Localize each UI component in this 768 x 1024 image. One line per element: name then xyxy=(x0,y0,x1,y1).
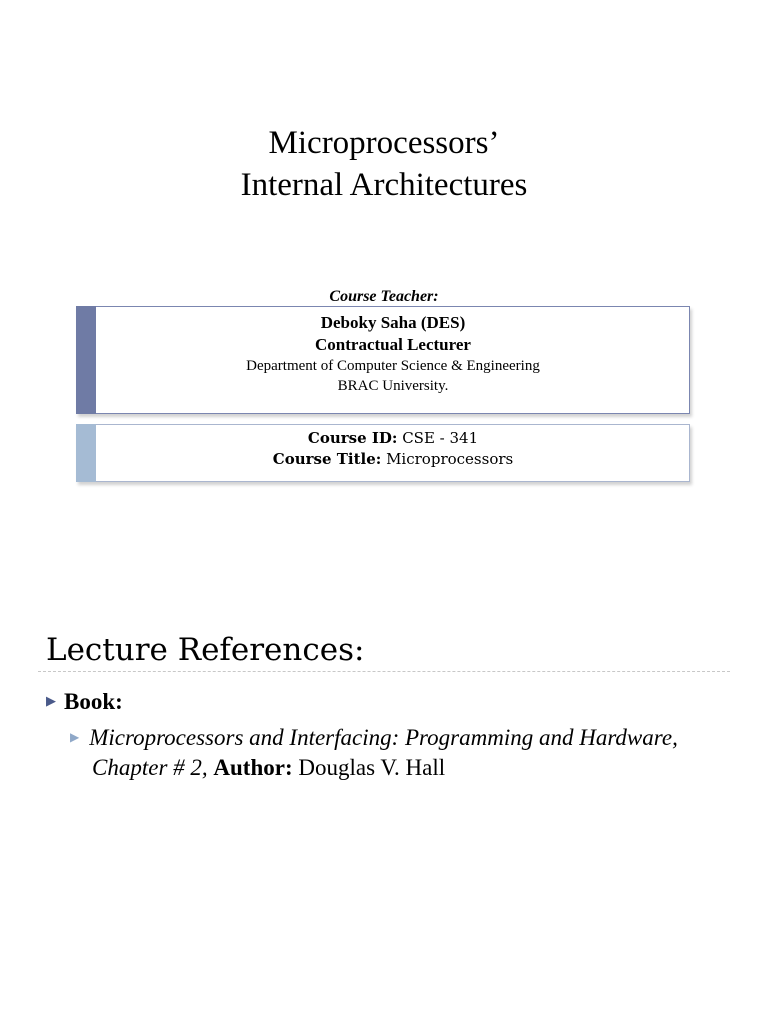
book-reference-item xyxy=(70,722,750,783)
references-slide xyxy=(0,610,768,1024)
book-chapter: Chapter # 2, xyxy=(92,755,208,780)
teacher-department: Department of Computer Science & Engineering xyxy=(246,358,540,374)
course-info-box xyxy=(76,424,690,482)
title-line-2: Internal Architectures xyxy=(240,167,528,203)
title-line-1: Microprocessors’ xyxy=(268,125,500,161)
course-id-row xyxy=(97,428,689,449)
book-title: Microprocessors and Interfacing: Programming and Hardware, xyxy=(89,725,678,750)
teacher-info-box xyxy=(76,306,690,414)
teacher-role: Contractual Lecturer xyxy=(315,335,471,354)
course-title-label: Course Title: xyxy=(272,450,382,468)
teacher-university: BRAC University. xyxy=(337,378,449,394)
course-title-row xyxy=(97,449,689,470)
teacher-name: Deboky Saha (DES) xyxy=(320,313,466,332)
references-heading: Lecture References: xyxy=(46,632,365,668)
course-title-value: Microprocessors xyxy=(386,450,514,468)
book-details-line xyxy=(70,753,750,783)
triangle-right-icon: ▶ xyxy=(46,693,56,708)
accent-bar xyxy=(76,306,96,414)
accent-bar xyxy=(76,424,96,482)
author-name: Douglas V. Hall xyxy=(298,755,446,780)
course-id-label: Course ID: xyxy=(307,429,398,447)
heading-divider xyxy=(38,671,730,672)
slide-title xyxy=(0,122,768,206)
course-teacher-label: Course Teacher: xyxy=(329,288,439,305)
course-id-value: CSE - 341 xyxy=(402,429,479,447)
book-bullet xyxy=(46,686,123,717)
book-label: Book: xyxy=(64,689,123,714)
author-label: Author: xyxy=(213,755,293,780)
triangle-right-icon: ▶ xyxy=(70,730,80,744)
